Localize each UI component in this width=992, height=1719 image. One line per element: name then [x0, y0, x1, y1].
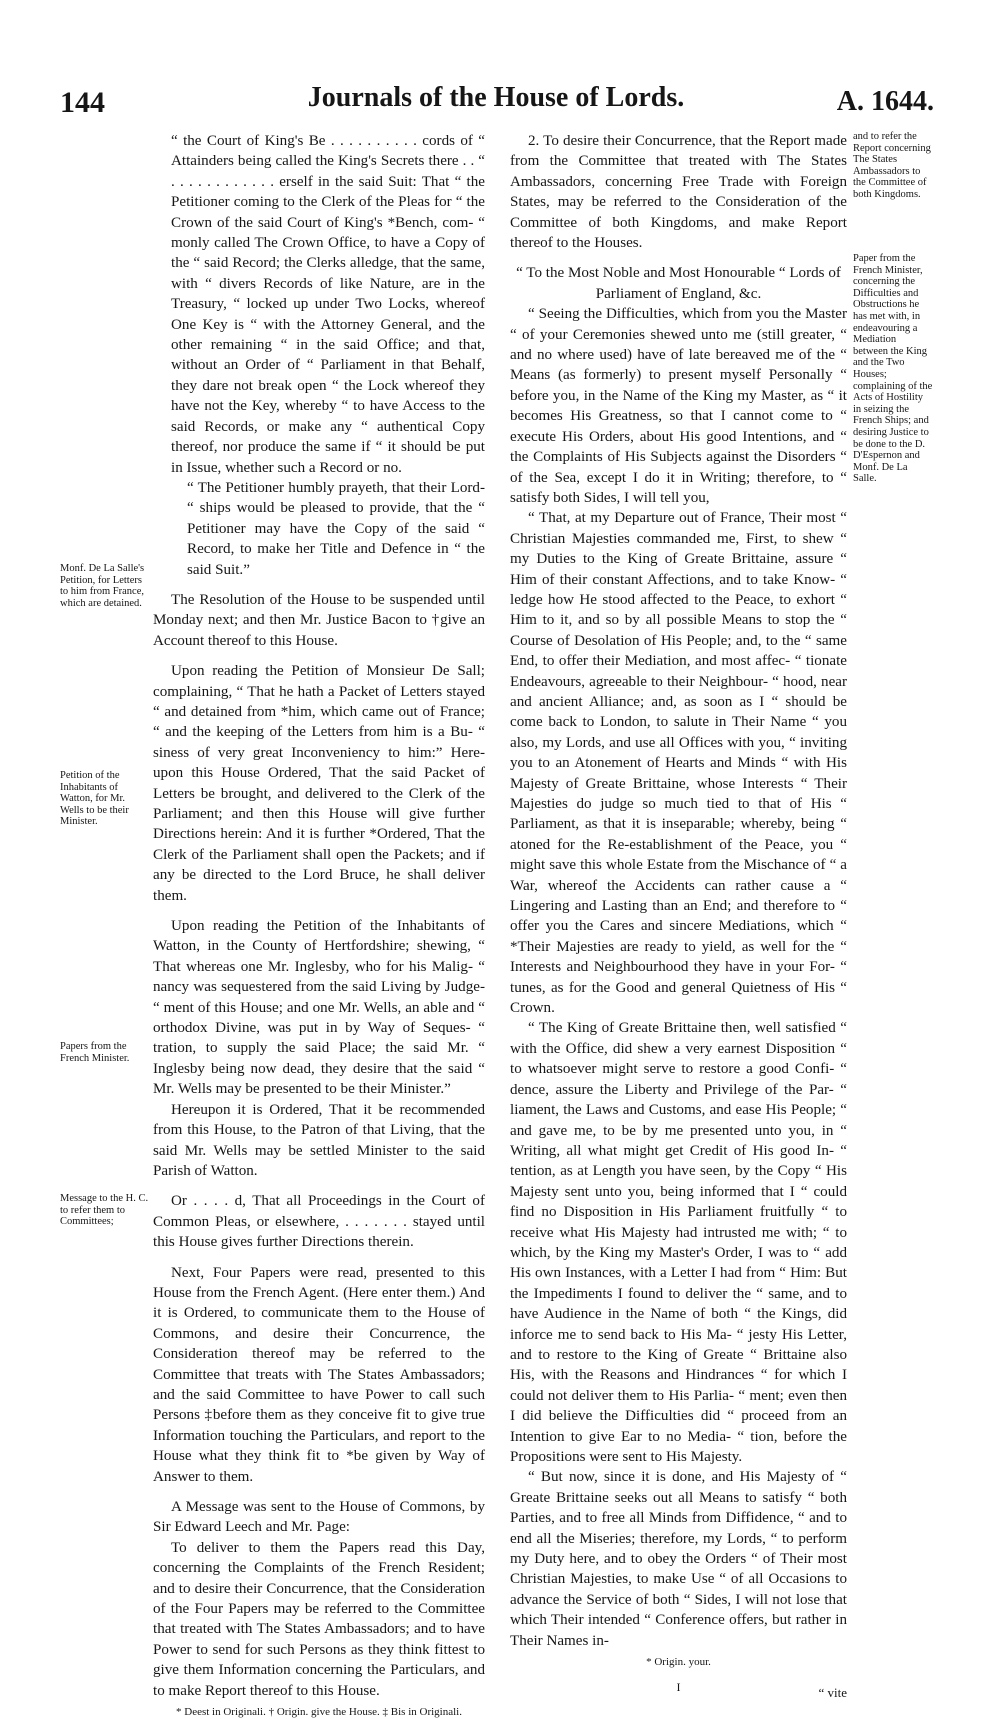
- difficulties-paragraph: “ Seeing the Difficulties, which from you the Master “ of your Ceremonies shewed unto me (still greater, “ and no where used) have of late bereaved me of the “ Means (as formerly) to present myself Personally “ before you, in the Name of the King my Master, as “ it becomes His Greatness, so that I cannot come to “ execute His Orders, about His good Intentions, and “ the Complaints of His Subjects against the Disorders “ of the Sea, except I do it in Writing; therefore, to “ satisfy both Sides, I will tell you,: [510, 306, 847, 506]
- petition-text: “ the Court of King's Be . . . . . . . . . . cords of “ Attainders being called the King's Secrets there . . “ . . . . . . . . . . . . erself in the said Suit: That “ the Petitioner coming to the Clerk of the Pleas for “ the Crown of the said Court of King's *Bench, com- “ monly called The Crown Office, to have a Copy of the “ said Record; the Clerks alledge, that the same, with “ divers Records of like Nature, are in the Treasury, “ locked up under Two Locks, whereof One Key is “ with the Attorney General, and the other remaining “ in the said Office; and that, without an Order of “ Parliament in that Behalf, they dare not break open “ the Lock whereof they have not the Key, whereby “ to have Access to the said Records, or make any “ authentical Copy thereof, nor produce the same if “ it should be put in Issue, whether such a Record or no.: [171, 133, 485, 476]
- page-number: 144: [60, 86, 105, 119]
- watton-order-paragraph: Hereupon it is Ordered, That it be recommended from this House, to the Patron of that Living, that the said Mr. Wells may be settled Minister to the said Parish of Watton.: [153, 1101, 485, 1179]
- right-footnote: * Origin. your.: [646, 1656, 711, 1669]
- right-column: [510, 131, 847, 1704]
- margin-note-french-paper: Paper from the French Minister, concerning the Difficulties and Obstructions he has met with, in endeavouring a Mediation between the King and the Two Houses; complaining of the Acts of Hostility in seizing the French Ships; and desiring Justice to be done to the D. D'Espernon and Monf. De La Salle.: [853, 253, 933, 485]
- margin-note-papers: Papers from the French Minister.: [60, 1041, 130, 1064]
- margin-note-message: Message to the H. C. to refer them to Committees;: [60, 1193, 149, 1228]
- margin-note-refer-report: and to refer the Report concerning The States Ambassadors to the Committee of both Kingdoms.: [853, 131, 931, 200]
- king-paragraph: “ The King of Greate Brittaine then, well satisfied “ with the Office, did shew a very earnest Disposition “ to whatsoever might serve to restore a good Confi- “ dence, assure the Liberty and Privilege of the Par- “ liament, the Laws and Customs, and ease His People; “ and gave me, to be by me presented unto you, in “ Writing, all what might get Credit of His good In- “ tention, as at Length you have seen, by the Copy “ His Majesty sent unto you, being informed that I “ could find no Disposition in His Parliament fruitfully “ to receive what His Majesty had intrusted me with; “ to which, by the King my Master's Order, I was to “ add His own Instances, with a Letter I had from “ Him: But the Impediments I found to deliver the “ same, and to have Audience in the Name of both “ the Kings, did inforce me to send back to His Ma- “ jesty His Letter, and to restore to the King of Greate “ Brittaine also His, with the Reasons and Hindrances “ for which I could not deliver them to His Parlia- “ ment; even then I did believe the Difficulties did “ proceed from an Intention to give Ear to no Media- “ tion, before the Propositions were sent to His Majesty.: [510, 1020, 847, 1465]
- message-instructions: To deliver to them the Papers read this Day, concerning the Complaints of the French Resident; and to desire their Concurrence, that the Consideration of the Four Papers may be referred to the Committee that treated with The States Ambassadors; and to have Power to send for such Persons as they think fittest to give them Information concerning the Particulars, and to make Report thereof to this House.: [153, 1539, 485, 1699]
- left-column: [153, 131, 485, 1719]
- petition-prayer: “ The Petitioner humbly prayeth, that their Lord- “ ships would be pleased to provide, that the “ Petitioner may have the Copy of the said “ Record, to make her Title and Defence in “ the said Suit.”: [187, 479, 485, 578]
- margin-note-de-salle: Monf. De La Salle's Petition, for Letters to him from France, which are detained.: [60, 563, 145, 609]
- but-now-paragraph: “ But now, since it is done, and His Majesty of “ Greate Brittaine seeks out all Means to satisfy “ both Parties, and to free all Minds from Diffidence, “ and to end all the Miseries; therefore, my Lords, “ to perform my Duty here, and to obey the Orders “ of Their most Christian Majesties, to make Use “ of all Occasions to advance the Service of both “ Sides, I will not lose that which Their intended “ Conference offers, but rather in Their Names in-: [510, 1469, 847, 1649]
- signature-mark: I: [676, 1680, 681, 1695]
- watton-petition-paragraph: Upon reading the Petition of the Inhabitants of Watton, in the County of Hertfordshire; shewing, “ That whereas one Mr. Inglesby, who for his Malig- “ nancy was sequestered from the said Living by Judge- “ ment of this House; and one Mr. Wells, an able and “ orthodox Divine, was put in by Way of Seques- “ tration, to supply the said Place; the said Mr. “ Inglesby being now dead, they desire that the said “ Mr. Wells may be presented to be their Minister.”: [153, 918, 485, 1098]
- resolution-paragraph: The Resolution of the House to be suspended until Monday next; and then Mr. Justice Bacon to †give an Account thereof to this House.: [153, 591, 485, 649]
- running-title: Journals of the House of Lords.: [307, 82, 685, 113]
- year-heading: A. 1644.: [836, 86, 934, 117]
- common-pleas-order: Or . . . . d, That all Proceedings in the Court of Common Pleas, or elsewhere, . . . . . . . stayed until this House gives further Directions therein.: [153, 1193, 485, 1251]
- french-papers-paragraph: Next, Four Papers were read, presented to this House from the French Agent. (Here enter them.) And it is Ordered, to communicate them to the House of Commons, and desire their Concurrence, the Consideration thereof may be referred to the Committee that treats with The States Ambassadors; and the said Committee to have Power to call such Persons ‡before them as they conceive fit to give true Information touching the Particulars, and report to the House what they think fit to *be given by Way of Answer to them.: [153, 1264, 485, 1485]
- de-salle-paragraph: Upon reading the Petition of Monsieur De Sall; complaining, “ That he hath a Packet of Letters stayed “ and detained from *him, which came out of France; “ and the keeping of the Letters from him is a Bu- “ siness of very great Inconveniency to him:” Here- upon this House Ordered, That the said Packet of Letters be brought, and delivered to the Clerk of the Parliament; and then this House will give further Directions herein: And it is further *Ordered, That the Clerk of the Parliament shall open the Packets; and if any be directed to the Lord Bruce, he shall deliver them.: [153, 663, 485, 904]
- left-footnote: * Deest in Originali. † Origin. give the House. ‡ Bis in Originali.: [176, 1706, 462, 1719]
- catchword: “ vite: [818, 1685, 847, 1701]
- concurrence-paragraph: 2. To desire their Concurrence, that the Report made from the Committee that treated with The States Ambassadors, concerning Free Trade with Foreign States, may be referred to the Consideration of the Committee of both Kingdoms, and make Report thereof to the Houses.: [510, 133, 847, 252]
- departure-paragraph: “ That, at my Departure out of France, Their most “ Christian Majesties commanded me, First, to shew “ my Duties to the King of Greate Brittaine, assure “ Him of their constant Affections, and to take Know- “ ledge how He stood affected to the Peace, to exhort “ Him to it, and so by all possible Means to stop the “ Course of Desolation of His People; and, to the “ same End, to offer their Mediation, and most affec- “ tionate Endeavours, agreeable to their Neighbour- “ hood, near and ancient Alliance; and, as soon as I “ should be come back to London, to salute in Their Name “ you also, my Lords, and use all Offices with you, “ inviting you to an Atonement of Hearts and Minds “ with His Majesty of Greate Brittaine, whose Interests “ Their Majesties do judge so much tied to that of His “ Parliament, as that it is inseparable; whereby, being “ atoned for the Re-establishment of the Peace, you “ might save this whole Estate from the Mischance of “ a War, whereof the Accidents can rather cause a “ Lingering and Lasting than an End; and therefore to “ offer you the Cares and sincere Mediations, which “ *Their Majesties are ready to yield, as well for the “ Interests and Neighbourhood they have in your For- “ tunes, as for the Good and general Quietness of His “ Crown.: [510, 510, 847, 1017]
- address-heading: “ To the Most Noble and Most Honourable “ Lords of Parliament of England, &c.: [516, 265, 841, 302]
- margin-note-watton: Petition of the Inhabitants of Watton, for Mr. Wells to be their Minister.: [60, 770, 129, 828]
- message-paragraph: A Message was sent to the House of Commons, by Sir Edward Leech and Mr. Page:: [153, 1499, 485, 1536]
